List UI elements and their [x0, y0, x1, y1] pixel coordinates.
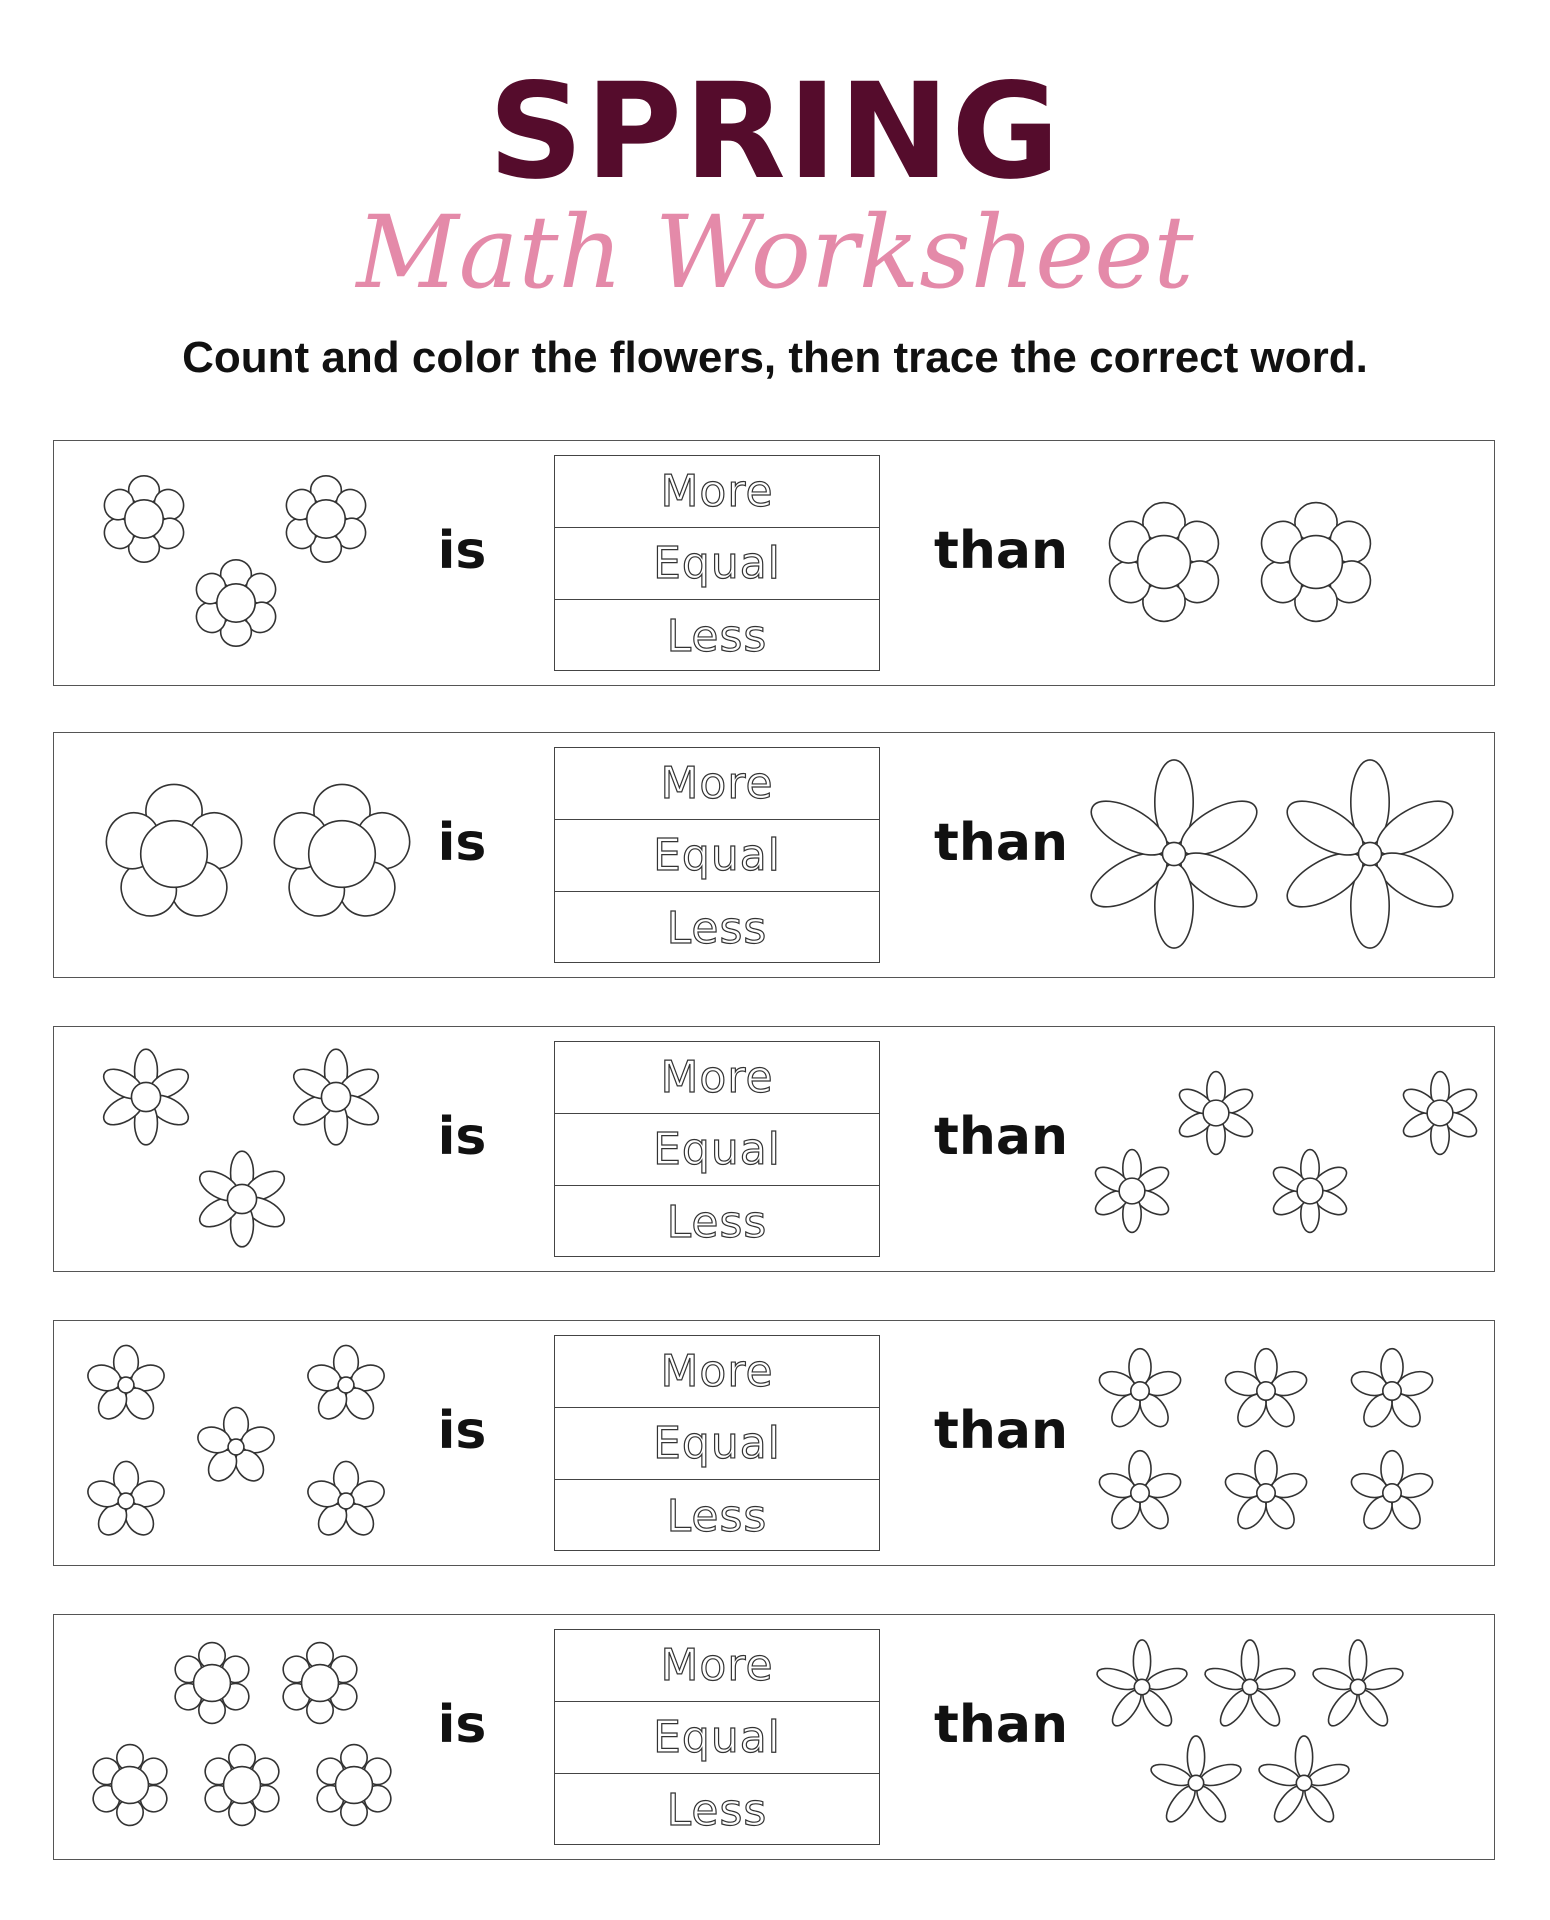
comparison-row-5 [53, 1614, 1495, 1860]
flower-center [118, 1493, 134, 1509]
flower-center [302, 1665, 339, 1702]
word-is: is [437, 1107, 487, 1167]
flower-center [141, 821, 208, 888]
flower-center [1383, 1382, 1401, 1400]
flower [1270, 1150, 1351, 1233]
left-flower-group [74, 449, 434, 675]
choice-less[interactable]: Less [666, 1784, 768, 1836]
flower [200, 1745, 283, 1826]
instructions-text: Count and color the flowers, then trace the correct word. [182, 333, 1368, 382]
flower [85, 1461, 168, 1540]
flower-center [1350, 1679, 1365, 1694]
flower [1092, 1150, 1173, 1233]
worksheet-title: SPRING [488, 55, 1062, 209]
flower [99, 1049, 193, 1145]
comparison-row-1 [53, 440, 1495, 686]
flower-center [307, 500, 345, 538]
flower-center [1242, 1679, 1257, 1694]
flower-center [1162, 842, 1185, 865]
choice-box [554, 1335, 880, 1551]
flower [1257, 1736, 1352, 1826]
flower-center [336, 1767, 373, 1804]
flower [281, 476, 371, 562]
flower-center [112, 1767, 149, 1804]
flower-center [321, 1082, 350, 1111]
word-is: is [437, 813, 487, 873]
choice-less[interactable]: Less [666, 902, 768, 954]
big-round-flower-icon [1084, 449, 1484, 675]
choice-equal[interactable]: Equal [555, 528, 879, 600]
flower-center [1131, 1382, 1149, 1400]
flower [195, 1407, 278, 1486]
flower-center [1257, 1382, 1275, 1400]
flower-center [1134, 1679, 1149, 1694]
flower [1096, 1451, 1183, 1534]
flower-center [1297, 1178, 1323, 1204]
flower [1095, 1640, 1190, 1730]
flower-center [217, 584, 255, 622]
flower-center [1119, 1178, 1145, 1204]
choice-more[interactable]: More [555, 1630, 879, 1702]
flower [191, 560, 281, 646]
cherry-blossom-icon [74, 1329, 434, 1555]
petal [1295, 1736, 1312, 1778]
flower [1149, 1736, 1244, 1826]
big-round-flower-icon [74, 741, 434, 967]
flower-center [194, 1665, 231, 1702]
choice-more[interactable]: More [555, 1042, 879, 1114]
flower [170, 1643, 253, 1724]
flower-center [227, 1184, 256, 1213]
flower [1222, 1349, 1309, 1432]
flower [1176, 1072, 1257, 1155]
flower-center [1138, 536, 1191, 589]
flower [267, 784, 417, 926]
flower [1254, 503, 1378, 622]
petal [1133, 1640, 1150, 1682]
flower-center [228, 1439, 244, 1455]
flower-center [338, 1493, 354, 1509]
choice-box [554, 1629, 880, 1845]
worksheet-subtitle: Math Worksheet [356, 194, 1194, 311]
flower-center [1290, 536, 1343, 589]
flower-center [1131, 1484, 1149, 1502]
right-flower-group [1084, 1329, 1484, 1555]
flower [1102, 503, 1226, 622]
heart-petal-flower-icon [1084, 1329, 1484, 1555]
flower [289, 1049, 383, 1145]
flower-center [1257, 1484, 1275, 1502]
choice-more[interactable]: More [555, 748, 879, 820]
comparison-row-2 [53, 732, 1495, 978]
word-is: is [437, 521, 487, 581]
word-than: than [934, 1695, 1068, 1755]
word-is: is [437, 1401, 487, 1461]
choice-equal[interactable]: Equal [555, 820, 879, 892]
flower-center [1358, 842, 1381, 865]
flower [1400, 1072, 1481, 1155]
flower [278, 1643, 361, 1724]
flower [312, 1745, 395, 1826]
right-flower-group [1084, 1035, 1484, 1261]
choice-equal[interactable]: Equal [555, 1114, 879, 1186]
word-than: than [934, 1107, 1068, 1167]
choice-box [554, 747, 880, 963]
notched-flower-icon [1084, 1035, 1484, 1261]
flower [1222, 1451, 1309, 1534]
left-flower-group [74, 1623, 434, 1849]
daisy-flower-icon [1084, 741, 1484, 967]
flower-center [1383, 1484, 1401, 1502]
choice-equal[interactable]: Equal [555, 1702, 879, 1774]
flower [1084, 760, 1265, 948]
right-flower-group [1084, 449, 1484, 675]
flower-center [1203, 1100, 1229, 1126]
choice-less[interactable]: Less [666, 1196, 768, 1248]
left-flower-group [74, 1329, 434, 1555]
flower [305, 1345, 388, 1424]
star-flower-icon [1084, 1623, 1484, 1849]
choice-more[interactable]: More [555, 1336, 879, 1408]
petal [1241, 1640, 1258, 1682]
word-than: than [934, 521, 1068, 581]
petal [1187, 1736, 1204, 1778]
comparison-row-3 [53, 1026, 1495, 1272]
flower [85, 1345, 168, 1424]
choice-box [554, 1041, 880, 1257]
flower-center [224, 1767, 261, 1804]
right-flower-group [1084, 1623, 1484, 1849]
choice-box [554, 455, 880, 671]
flower [1348, 1349, 1435, 1432]
flower [1279, 760, 1461, 948]
left-flower-group [74, 1035, 434, 1261]
flower-center [309, 821, 376, 888]
small-round-flower-icon [74, 449, 434, 675]
choice-equal[interactable]: Equal [555, 1408, 879, 1480]
word-than: than [934, 813, 1068, 873]
petal [1349, 1640, 1366, 1682]
comparison-row-4 [53, 1320, 1495, 1566]
flower-center [1296, 1775, 1311, 1790]
left-flower-group [74, 741, 434, 967]
flower-center [118, 1377, 134, 1393]
right-flower-group [1084, 741, 1484, 967]
flower [1096, 1349, 1183, 1432]
flower [1348, 1451, 1435, 1534]
choice-more[interactable]: More [555, 456, 879, 528]
word-than: than [934, 1401, 1068, 1461]
flower-center [131, 1082, 160, 1111]
choice-less[interactable]: Less [666, 1490, 768, 1542]
flower [1203, 1640, 1298, 1730]
flower-center [1427, 1100, 1453, 1126]
pointed-flower-icon [74, 1035, 434, 1261]
flower [99, 476, 189, 562]
word-is: is [437, 1695, 487, 1755]
flower-center [338, 1377, 354, 1393]
flower [99, 784, 249, 926]
flower [88, 1745, 171, 1826]
choice-less[interactable]: Less [666, 610, 768, 662]
flower [305, 1461, 388, 1540]
flower-center [1188, 1775, 1203, 1790]
flower [1311, 1640, 1406, 1730]
scalloped-flower-icon [74, 1623, 434, 1849]
flower [195, 1151, 289, 1247]
flower-center [125, 500, 163, 538]
